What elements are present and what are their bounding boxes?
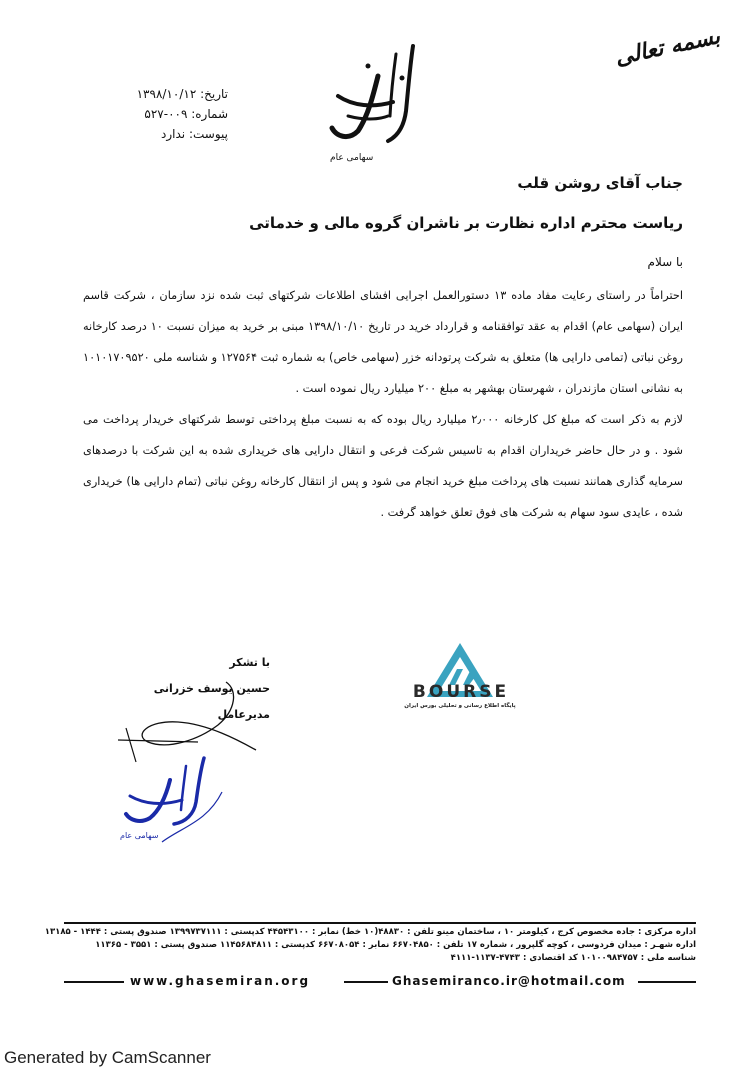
letter-meta	[108, 84, 228, 144]
closing: با تشکر	[229, 656, 270, 669]
footer-email: Ghasemiranco.ir@hotmail.com	[392, 974, 626, 988]
greeting: با سلام	[647, 255, 683, 269]
body-paragraph: احتراماً در راستای رعایت مفاد ماده ۱۳ دستورالعمل اجرایی افشای اطلاعات شرکتهای ثبت شده نزد سازمان ، شرکت قاسم ایران (سهامی عام) اقدام به عقد توافقنامه و قرارداد خرید در تاریخ ۱۳۹۸/۱۰/۱۰ مبنی بر خرید به میزان نسبت ۱۰ درصد کارخانه روغن نباتی (تمامی دارایی ها) متعلق به شرکت پرتودانه خزر (سهامی خاص) به شماره ثبت ۱۲۷۵۶۴ و شناسه ملی ۱۰۱۰۱۷۰۹۵۲۰ به نشانی استان مازندران ، شهرستان بهشهر به مبلغ ۲۰۰ میلیارد ریال نموده است .	[83, 289, 683, 395]
letter-date: تاریخ: ۱۳۹۸/۱۰/۱۲	[136, 87, 228, 101]
letter-body	[83, 280, 683, 528]
company-stamp	[112, 752, 222, 842]
letter-attachment: پیوست: ندارد	[161, 127, 228, 141]
footer-dash	[638, 981, 696, 983]
scanner-watermark: Generated by CamScanner	[4, 1048, 211, 1067]
company-logo	[318, 36, 438, 166]
logo-subtext: سهامی عام	[330, 153, 374, 163]
recipient-org-title: ریاست محترم اداره نظارت بر ناشران گروه مالی و خدماتی	[249, 214, 683, 232]
basmala-calligraphy: بسمه تعالی	[612, 23, 723, 71]
footer-line-2: اداره شهـر : میدان فردوسی ، کوچه گلپرور ، شماره ۱۷ تلفن : ۶۶۷۰۴۸۵۰ نمابر : ۶۶۷۰۸۰۵۴ کدپستی : ۱۱۴۵۶۸۴۸۱۱ صندوق پستی : ۳۵۵۱ - ۱۱۳۶۵	[95, 940, 696, 950]
footer-line-3: شناسه ملی : ۱۰۱۰۰۹۸۴۷۵۷ کد اقتصادی : ۴۷۴۳-۱۱۳۷-۴۱۱۱	[450, 953, 696, 963]
bourse-wordmark: BOURSE	[412, 682, 510, 702]
addressee: جناب آقای روشن قلب	[517, 174, 683, 192]
footer-website: www.ghasemiran.org	[130, 974, 311, 988]
footer-divider	[64, 922, 696, 924]
stamp-subtext: سهامی عام	[120, 831, 159, 840]
signer-name: حسین یوسف خزرانی	[153, 682, 270, 695]
footer-dash	[344, 981, 388, 983]
body-paragraph: لازم به ذکر است که مبلغ کل کارخانه ۲٫۰۰۰ میلیارد ریال بوده که به نسبت مبلغ پرداختی توسط شرکتهای خریدار پرداخت می شود . و در حال حاضر خریداران اقدام به تاسیس شرکت فرعی و انتقال دارایی های خریداری شده به این شرکت با درصدهای سرمایه گذاری همانند نسبت های پرداخت مبلغ خرید انجام می شود و پس از انتقال کارخانه روغن نباتی (تمام دارایی ها) خریداری شده ، عایدی سود سهام به شرکت های فوق تعلق خواهد گرفت .	[83, 413, 683, 519]
signer-role: مدیرعامل	[217, 708, 270, 721]
footer-address	[44, 926, 696, 965]
footer-dash	[64, 981, 124, 983]
letter-number: شماره: ۰۰۹-۵۲۷	[144, 107, 228, 121]
bourse-subtitle: پایگاه اطلاع رسانی و تحلیلی بورس ایران	[404, 703, 516, 709]
footer-line-1: اداره مرکزی : جاده مخصوص کرج ، کیلومتر ۱۰ ، ساختمان مینو تلفن : ۴۸۸۳۰(۱۰ خط) نمابر : ۴۴۵۴۳۱۰۰ کدپستی : ۱۳۹۹۷۳۷۱۱۱ صندوق پستی : ۱۴۴۴ - ۱۳۱۸۵	[44, 927, 696, 937]
